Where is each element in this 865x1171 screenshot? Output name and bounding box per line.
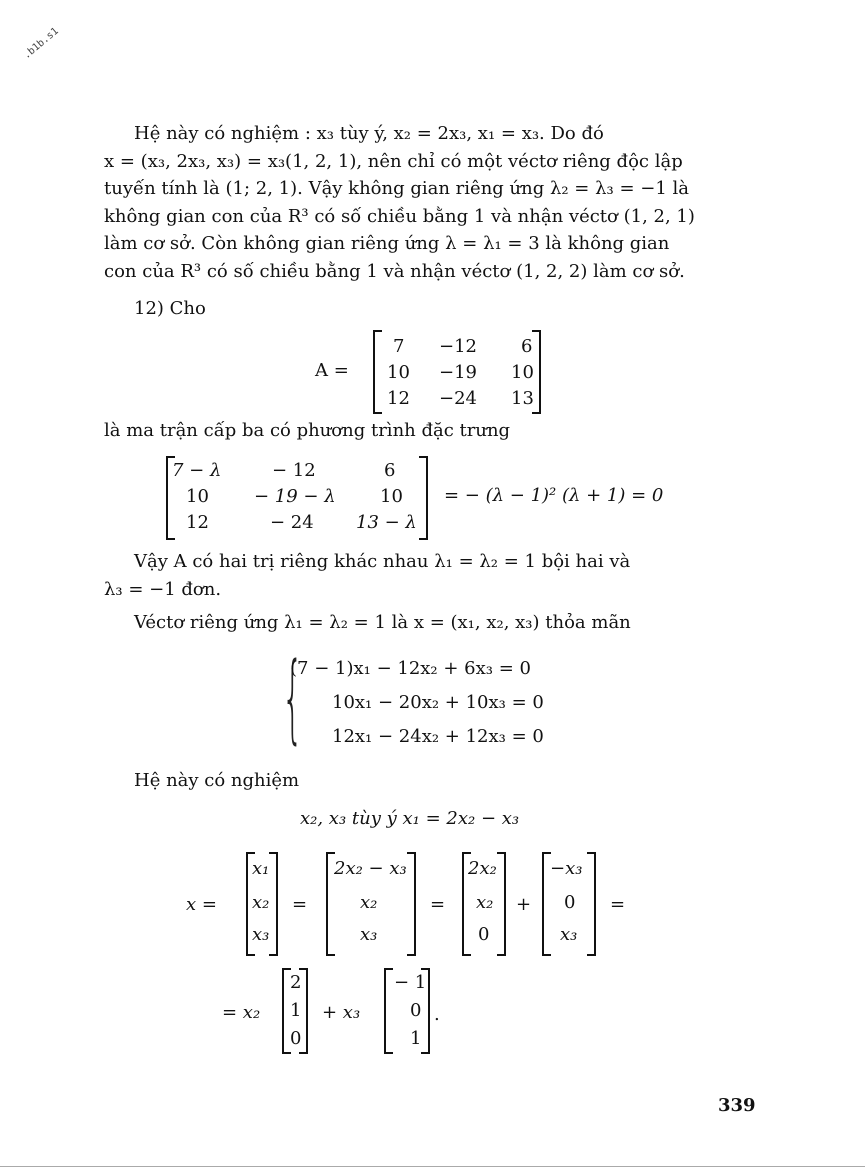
matrix-a-cell: 10 <box>511 362 534 383</box>
vector-x-cell: x₁ <box>252 858 270 879</box>
corner-note: .b1b.s1 <box>21 25 61 62</box>
eigenvector-intro: Véctơ riêng ứng λ₁ = λ₂ = 1 là x = (x₁, x₂, x₃) thỏa mãn <box>134 612 631 633</box>
vector-x-cell: x₃ <box>252 924 270 945</box>
system-equation-3: 12x₁ − 24x₂ + 12x₃ = 0 <box>332 726 544 747</box>
char-matrix-cell: − 24 <box>270 512 314 533</box>
solution-intro: Hệ này có nghiệm <box>134 770 300 791</box>
char-matrix-cell: − 12 <box>272 460 316 481</box>
matrix-a-left-bracket <box>373 330 382 414</box>
vector-eq-sign-1: = <box>292 894 308 915</box>
bottom-rule <box>0 1166 865 1167</box>
char-matrix-cell: 10 <box>186 486 209 507</box>
char-equation-rhs: = − (λ − 1)² (λ + 1) = 0 <box>444 485 664 506</box>
basis-vector-1 <box>282 968 308 1054</box>
system-brace: { <box>281 642 304 754</box>
char-matrix-cell: 7 − λ <box>172 460 222 481</box>
vector-substituted <box>326 852 416 956</box>
matrix-a-cell: 12 <box>387 388 410 409</box>
eigenvalues-paragraph <box>104 548 756 603</box>
vector-x-cell: x₂ <box>252 892 270 913</box>
system-equation-2: 10x₁ − 20x₂ + 10x₃ = 0 <box>332 692 544 713</box>
vector-eq-sign-3: = <box>610 894 626 915</box>
characteristic-matrix <box>166 456 428 540</box>
para1-line-5: làm cơ sở. Còn không gian riêng ứng λ = λ₁ = 3 là không gian <box>104 233 670 255</box>
eigen-line-2: λ₃ = −1 đơn. <box>104 578 222 600</box>
vector-substituted-right-bracket <box>407 852 416 956</box>
char-matrix-cell: − 19 − λ <box>254 486 336 507</box>
para1-line-6: con của R³ có số chiều bằng 1 và nhận véctơ (1, 2, 2) làm cơ sở. <box>104 260 685 282</box>
vector-part-x3 <box>542 852 596 956</box>
matrix-a-cell: 13 <box>511 388 534 409</box>
vector-part-x2-cell: x₂ <box>476 892 494 913</box>
matrix-a-cell: 6 <box>521 336 533 357</box>
char-matrix-right-bracket <box>419 456 428 540</box>
para1-line-1: Hệ này có nghiệm : x₃ tùy ý, x₂ = 2x₃, x₁ = x₃. Do đó <box>134 123 604 144</box>
matrix-a-cell: −19 <box>439 362 477 383</box>
vector-plus-sign: + <box>516 894 532 915</box>
matrix-a-cell: 7 <box>393 336 405 357</box>
basis-vector-2-cell: − 1 <box>394 972 427 993</box>
item-12-heading: 12) Cho <box>134 298 206 319</box>
vector-x <box>246 852 278 956</box>
matrix-a-cell: 10 <box>387 362 410 383</box>
basis-vector-2-left-bracket <box>384 968 393 1054</box>
vector-part-x2 <box>462 852 506 956</box>
matrix-a-cell: −24 <box>439 388 477 409</box>
vector-part-x3-cell: −x₃ <box>550 858 583 879</box>
basis-vector-2 <box>384 968 430 1054</box>
para1-line-2: x = (x₃, 2x₃, x₃) = x₃(1, 2, 1), nên chỉ có một véctơ riêng độc lập <box>104 150 683 172</box>
system-equation-1: (7 − 1)x₁ − 12x₂ + 6x₃ = 0 <box>290 658 531 679</box>
eigen-line-1: Vậy A có hai trị riêng khác nhau λ₁ = λ₂ = 1 bội hai và <box>134 551 631 572</box>
vector-substituted-cell: 2x₂ − x₃ <box>334 858 407 879</box>
basis-vector-2-cell: 0 <box>410 1000 422 1021</box>
vector-substituted-cell: x₃ <box>360 924 378 945</box>
vector-part-x3-cell: 0 <box>564 892 576 913</box>
basis-period: . <box>434 1004 440 1025</box>
vector-x-right-bracket <box>269 852 278 956</box>
matrix-a <box>373 330 541 414</box>
paragraph-solution-previous <box>104 120 756 286</box>
vector-part-x2-right-bracket <box>497 852 506 956</box>
basis-vector-1-cell: 1 <box>290 1000 302 1021</box>
basis-vector-2-cell: 1 <box>410 1028 422 1049</box>
basis-eq-x3: + x₃ <box>322 1002 361 1023</box>
vector-eq-sign-2: = <box>430 894 446 915</box>
basis-vector-1-cell: 2 <box>290 972 302 993</box>
char-matrix-cell: 6 <box>384 460 396 481</box>
vector-part-x2-cell: 0 <box>478 924 490 945</box>
vector-x-label: x = <box>186 894 217 915</box>
char-matrix-cell: 12 <box>186 512 209 533</box>
vector-part-x3-cell: x₃ <box>560 924 578 945</box>
vector-substituted-cell: x₂ <box>360 892 378 913</box>
para1-line-4: không gian con của R³ có số chiều bằng 1 và nhận véctơ (1, 2, 1) <box>104 205 695 227</box>
char-equation-intro: là ma trận cấp ba có phương trình đặc trưng <box>104 420 511 441</box>
page-number: 339 <box>718 1095 756 1116</box>
char-matrix-cell: 10 <box>380 486 403 507</box>
solution-line: x₂, x₃ tùy ý x₁ = 2x₂ − x₃ <box>300 808 520 829</box>
matrix-a-label: A = <box>315 360 349 381</box>
para1-line-3: tuyến tính là (1; 2, 1). Vậy không gian riêng ứng λ₂ = λ₃ = −1 là <box>104 178 690 200</box>
vector-part-x2-cell: 2x₂ <box>468 858 497 879</box>
basis-eq-x2: = x₂ <box>222 1002 261 1023</box>
basis-vector-1-cell: 0 <box>290 1028 302 1049</box>
matrix-a-cell: −12 <box>439 336 477 357</box>
char-matrix-cell: 13 − λ <box>356 512 417 533</box>
vector-part-x3-right-bracket <box>587 852 596 956</box>
